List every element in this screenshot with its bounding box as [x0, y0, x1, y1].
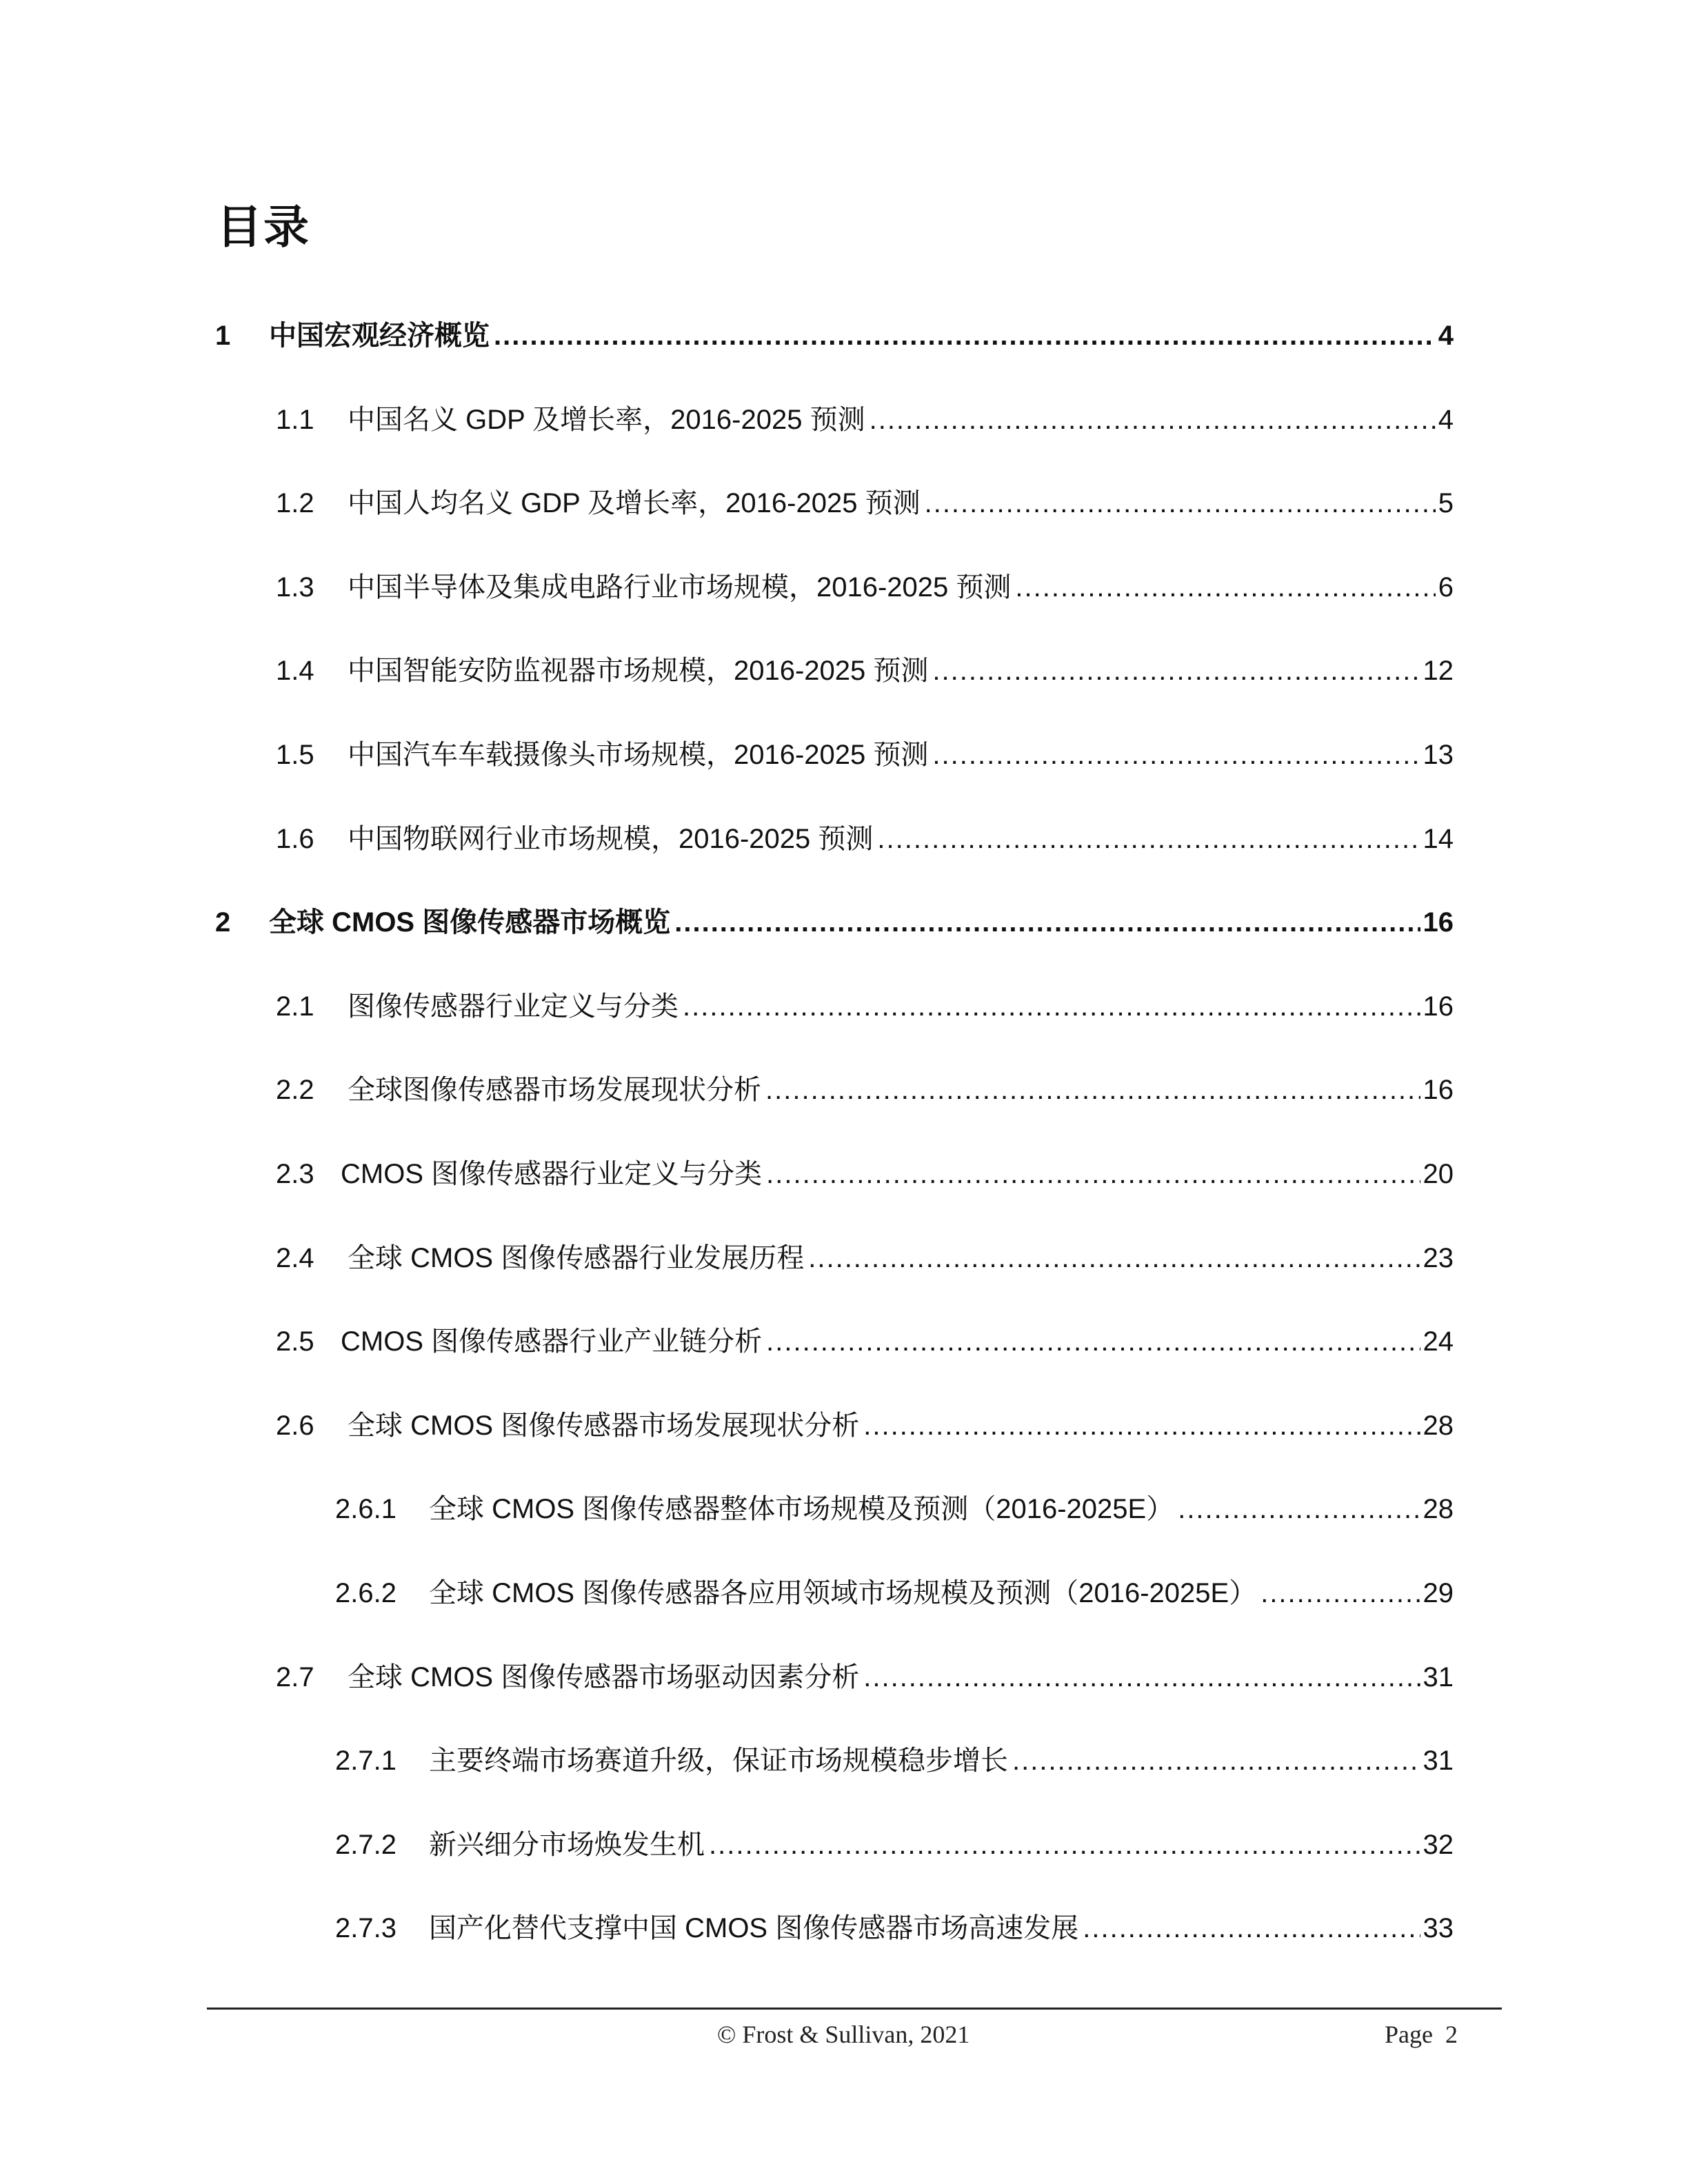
toc-entry[interactable]: [0, 1402, 1688, 1450]
toc-entry-page: 16: [1423, 991, 1454, 1022]
toc-entry-page: 33: [1423, 1913, 1454, 1944]
toc-entry-title: 全球 CMOS 图像传感器各应用领域市场规模及预测（2016-2025E）: [429, 1578, 1257, 1608]
toc-entry-title: 全球 CMOS 图像传感器市场发展现状分析: [348, 1410, 860, 1441]
toc-entry[interactable]: [0, 1234, 1688, 1282]
toc-entry[interactable]: [0, 1150, 1688, 1198]
toc-entry[interactable]: [0, 1569, 1688, 1617]
dot-leader: [709, 1821, 1420, 1869]
toc-entry-number: 2.6.2: [335, 1578, 396, 1608]
toc-entry-number: 1.3: [276, 572, 314, 603]
dot-leader: [870, 396, 1436, 444]
toc-entry-title: 中国宏观经济概览: [269, 321, 490, 351]
toc-entry-number: 2.7: [276, 1661, 314, 1692]
toc-entry-page: 23: [1423, 1242, 1454, 1273]
dot-leader: [674, 898, 1420, 947]
toc-entry-title: CMOS 图像传感器行业定义与分类: [341, 1159, 763, 1189]
toc-entry[interactable]: [0, 1737, 1688, 1785]
toc-entry-title: 中国名义 GDP 及增长率，2016-2025 预测: [348, 404, 865, 435]
toc-entry-title: 全球 CMOS 图像传感器行业发展历程: [348, 1242, 805, 1273]
toc-entry-page: 12: [1423, 656, 1454, 687]
toc-entry[interactable]: [0, 1485, 1688, 1533]
toc-entry[interactable]: [0, 815, 1688, 863]
toc-entry-title: 中国智能安防监视器市场规模，2016-2025 预测: [348, 656, 929, 687]
toc-entry[interactable]: [0, 731, 1688, 779]
toc-entry-page: 13: [1423, 740, 1454, 770]
toc-entry-title: 全球 CMOS 图像传感器整体市场规模及预测（2016-2025E）: [429, 1494, 1174, 1525]
toc-entry-title: 主要终端市场赛道升级，保证市场规模稳步增长: [429, 1746, 1008, 1777]
page-title: 目录: [217, 201, 310, 252]
toc-entry[interactable]: [0, 312, 1688, 360]
toc-entry[interactable]: [0, 1653, 1688, 1701]
dot-leader: [925, 479, 1436, 527]
toc-entry-page: 31: [1423, 1746, 1454, 1777]
toc-entry-number: 1: [215, 321, 231, 351]
toc-entry-number: 1.5: [276, 740, 314, 770]
toc-entry-number: 1.2: [276, 488, 314, 519]
toc-entry[interactable]: [0, 1317, 1688, 1366]
toc-entry-title: 全球图像传感器市场发展现状分析: [348, 1075, 761, 1106]
dot-leader: [863, 1653, 1420, 1701]
dot-leader: [932, 647, 1420, 695]
toc-entry-number: 1.4: [276, 656, 314, 687]
footer-copyright: © Frost & Sullivan, 2021: [717, 2021, 970, 2048]
toc-entry-number: 2.6: [276, 1410, 314, 1441]
toc-entry-page: 6: [1438, 572, 1454, 603]
toc-entry[interactable]: [0, 563, 1688, 611]
toc-entry[interactable]: [0, 1904, 1688, 1952]
toc-entry-number: 2.4: [276, 1242, 314, 1273]
toc-entry-number: 2.7.1: [335, 1746, 396, 1777]
dot-leader: [765, 1066, 1420, 1114]
toc-entry-number: 2.1: [276, 991, 314, 1022]
dot-leader: [766, 1150, 1420, 1198]
toc-entry[interactable]: [0, 982, 1688, 1031]
dot-leader: [1083, 1904, 1420, 1952]
toc-entry-title: 中国人均名义 GDP 及增长率，2016-2025 预测: [348, 488, 921, 519]
toc-entry-number: 2.3: [276, 1159, 314, 1189]
toc-entry-page: 28: [1423, 1410, 1454, 1441]
toc-entry-number: 1.6: [276, 823, 314, 854]
dot-leader: [808, 1234, 1420, 1282]
toc-entry-page: 31: [1423, 1661, 1454, 1692]
toc-entry-number: 2.5: [276, 1326, 314, 1357]
toc-entry[interactable]: [0, 1066, 1688, 1114]
toc-entry-page: 16: [1423, 1075, 1454, 1106]
toc-entry-title: 图像传感器行业定义与分类: [348, 991, 679, 1022]
toc-entry-title: 全球 CMOS 图像传感器市场驱动因素分析: [348, 1661, 860, 1692]
toc-entry-number: 2: [215, 907, 231, 938]
dot-leader: [1012, 1737, 1420, 1785]
dot-leader: [877, 815, 1420, 863]
toc-entry[interactable]: [0, 647, 1688, 695]
dot-leader: [766, 1317, 1420, 1366]
toc-entry-title: 中国物联网行业市场规模，2016-2025 预测: [348, 823, 874, 854]
toc-entry-page: 5: [1438, 488, 1454, 519]
footer-divider: [207, 2008, 1502, 2010]
toc-entry-title: 中国汽车车载摄像头市场规模，2016-2025 预测: [348, 740, 929, 770]
toc-entry-number: 2.7.3: [335, 1913, 396, 1944]
dot-leader: [863, 1402, 1420, 1450]
dot-leader: [494, 312, 1436, 360]
toc-entry-title: 全球 CMOS 图像传感器市场概览: [269, 907, 671, 938]
toc-entry-title: 新兴细分市场焕发生机: [429, 1829, 705, 1860]
toc-entry-title: 国产化替代支撑中国 CMOS 图像传感器市场高速发展: [429, 1913, 1079, 1944]
dot-leader: [1260, 1569, 1420, 1617]
toc-entry-page: 4: [1438, 404, 1454, 435]
toc-entry-page: 14: [1423, 823, 1454, 854]
dot-leader: [932, 731, 1420, 779]
toc-entry-number: 2.6.1: [335, 1494, 396, 1525]
dot-leader: [1015, 563, 1435, 611]
dot-leader: [683, 982, 1420, 1031]
toc-entry[interactable]: [0, 898, 1688, 947]
toc-entry-page: 4: [1438, 321, 1454, 351]
toc-entry-number: 2.2: [276, 1075, 314, 1106]
toc-entry-title: CMOS 图像传感器行业产业链分析: [341, 1326, 763, 1357]
toc-entry-number: 1.1: [276, 404, 314, 435]
toc-entry[interactable]: [0, 396, 1688, 444]
toc-entry-page: 29: [1423, 1578, 1454, 1608]
dot-leader: [1178, 1485, 1420, 1533]
toc-entry-page: 32: [1423, 1829, 1454, 1860]
toc-entry-title: 中国半导体及集成电路行业市场规模，2016-2025 预测: [348, 572, 1012, 603]
footer-page-number: Page 2: [1385, 2021, 1458, 2048]
toc-entry-number: 2.7.2: [335, 1829, 396, 1860]
toc-entry[interactable]: [0, 479, 1688, 527]
toc-entry-page: 16: [1423, 907, 1454, 938]
toc-entry-page: 20: [1423, 1159, 1454, 1189]
toc-entry-page: 24: [1423, 1326, 1454, 1357]
toc-entry[interactable]: [0, 1821, 1688, 1869]
toc-entry-page: 28: [1423, 1494, 1454, 1525]
